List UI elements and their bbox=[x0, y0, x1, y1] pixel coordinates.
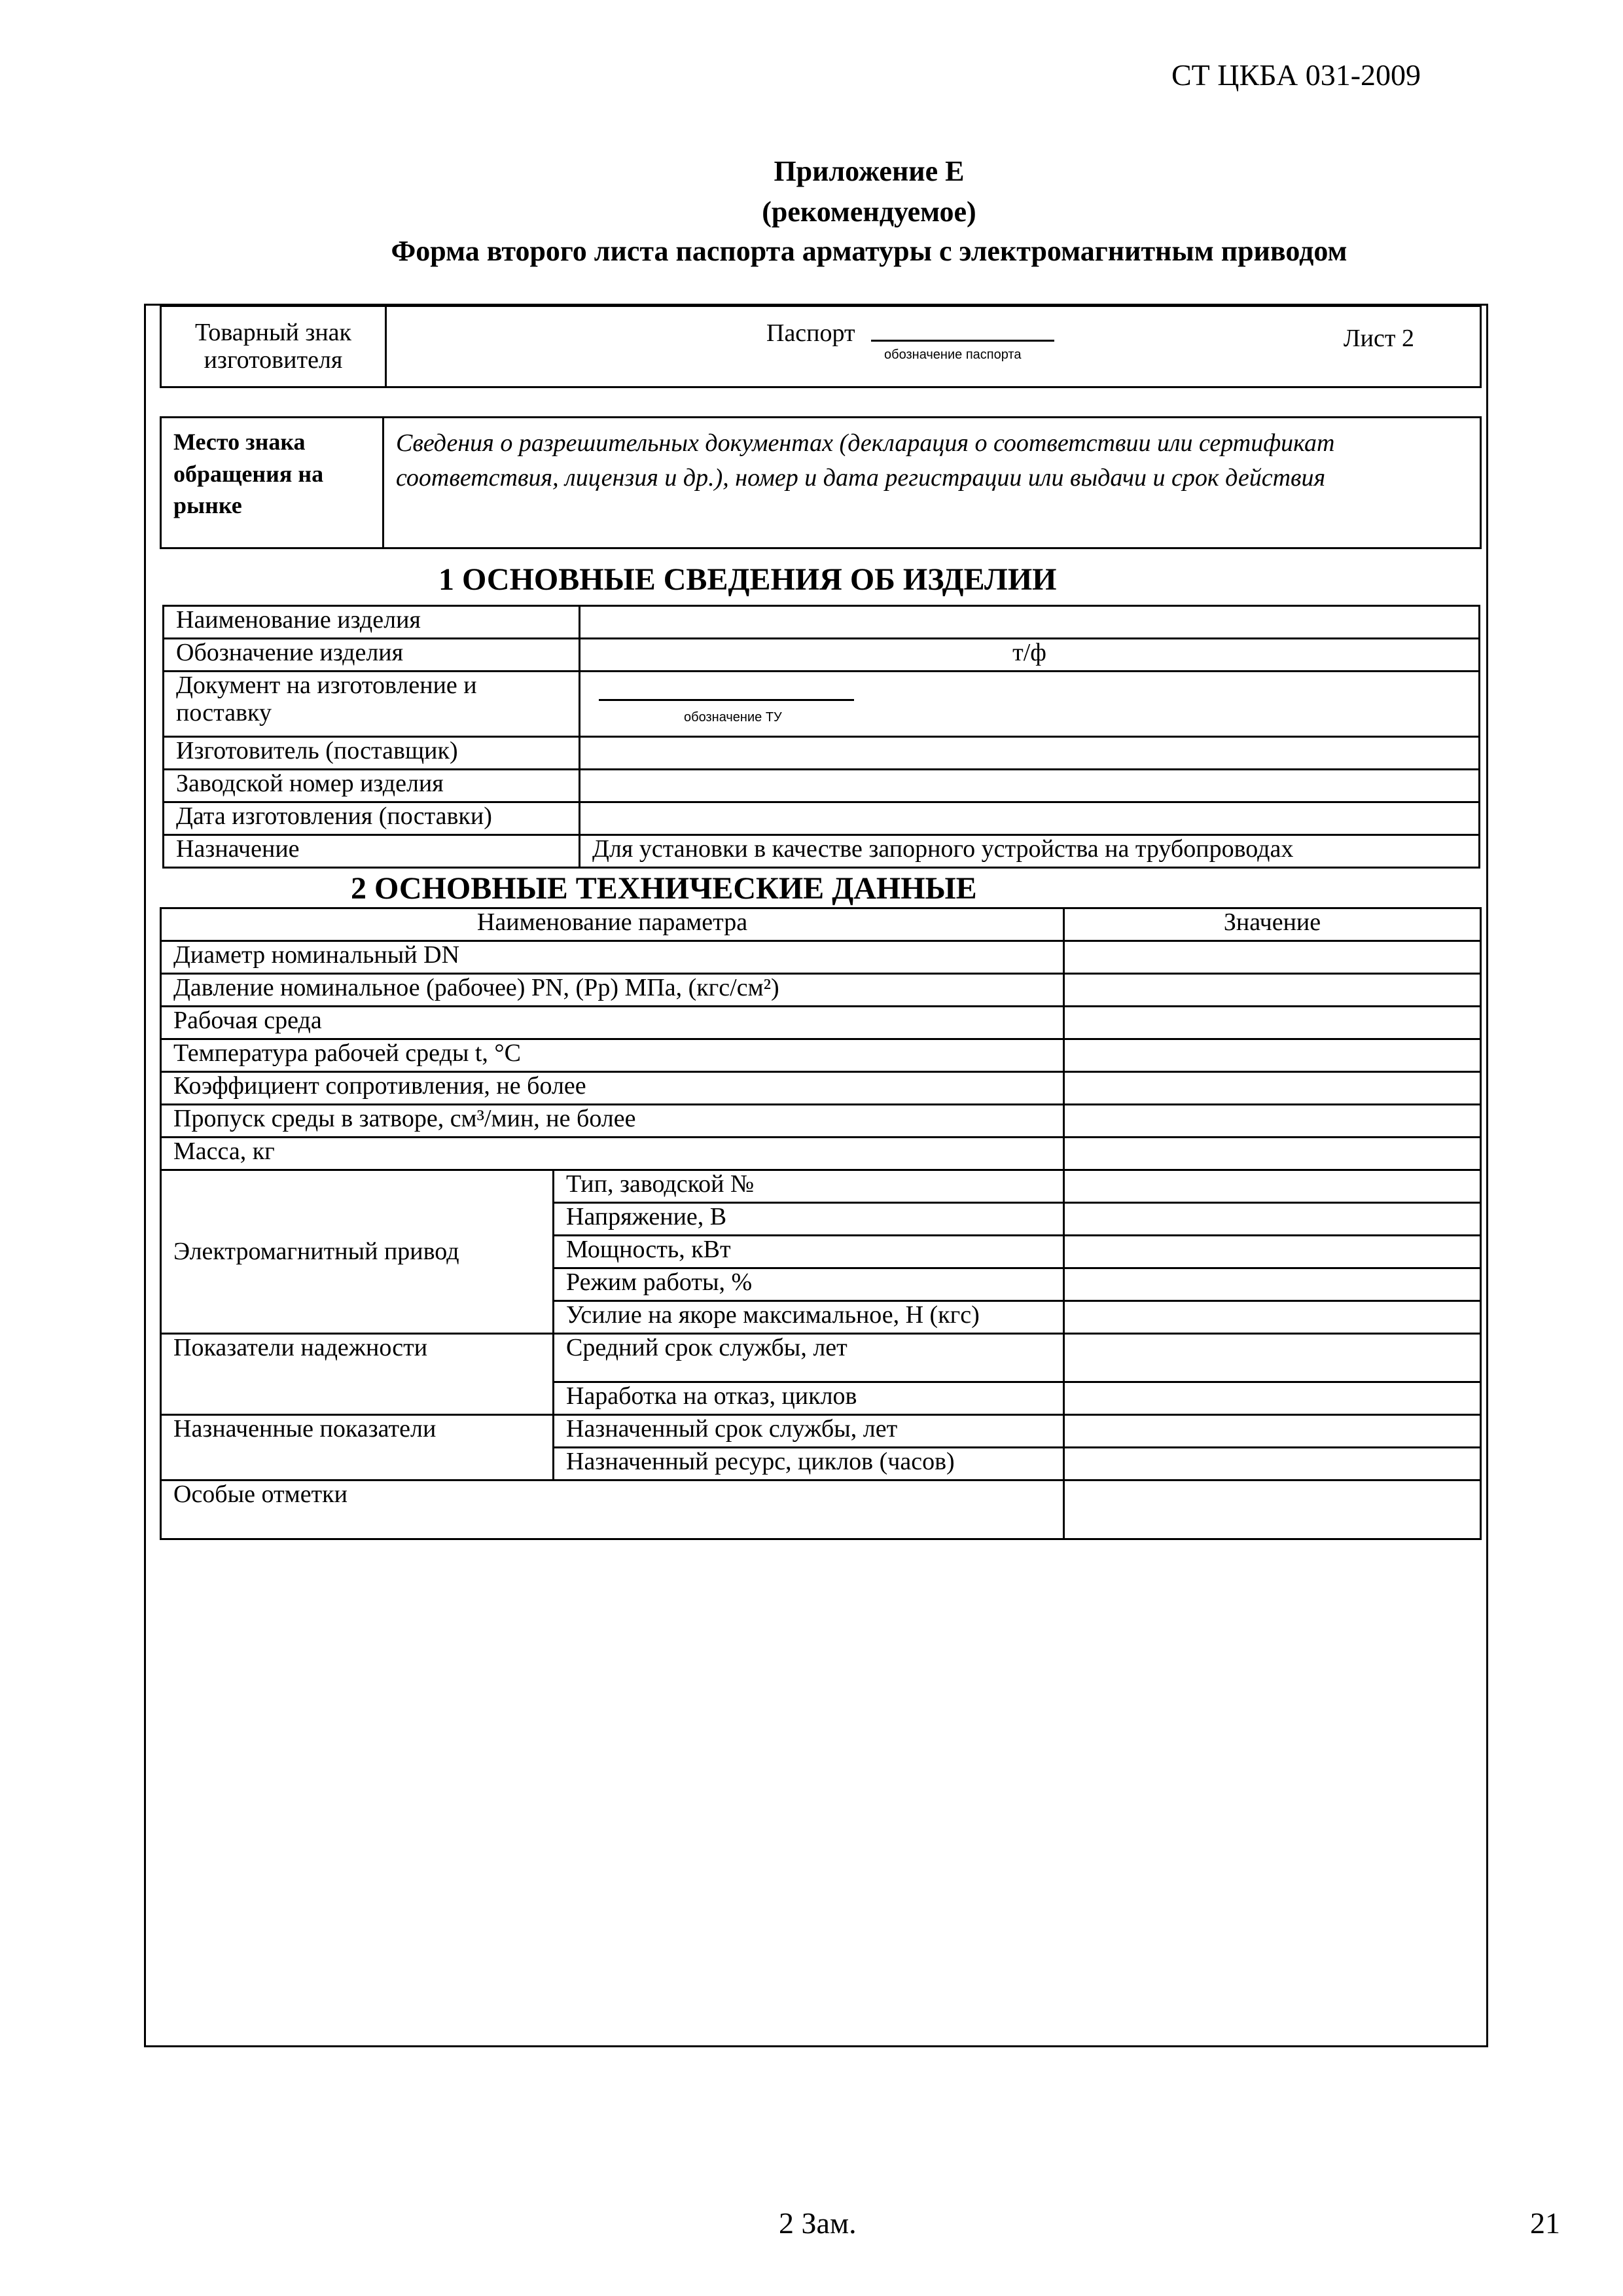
value-field[interactable] bbox=[1064, 941, 1481, 974]
value-field[interactable] bbox=[1064, 1072, 1481, 1105]
table-row bbox=[161, 1138, 1481, 1170]
manufacture-document-field[interactable] bbox=[580, 672, 1480, 737]
param-label: Режим работы, % bbox=[554, 1268, 1064, 1301]
table-row bbox=[161, 1072, 1481, 1105]
param-label: Мощность, кВт bbox=[554, 1236, 1064, 1268]
table-row bbox=[161, 1415, 1481, 1448]
drive-group-label: Электромагнитный привод bbox=[161, 1170, 554, 1334]
table-row bbox=[161, 941, 1481, 974]
serial-number-field[interactable] bbox=[580, 770, 1480, 802]
manufacture-date-field[interactable] bbox=[580, 802, 1480, 835]
trademark-label-line2: изготовителя bbox=[204, 346, 343, 374]
table-row bbox=[164, 639, 1480, 672]
row-label: Дата изготовления (поставки) bbox=[164, 802, 580, 835]
row-label: Наименование изделия bbox=[164, 606, 580, 639]
permit-documents-text: Сведения о разрешительных документах (декларация о соответствии или сертификат соответствия, лицензия и др.), номер и дата регистрации или выдачи и срок действия bbox=[383, 418, 1481, 548]
table-row bbox=[164, 606, 1480, 639]
revision-note: 2 Зам. bbox=[779, 2206, 857, 2240]
table-row bbox=[161, 1334, 1481, 1382]
table-row bbox=[164, 770, 1480, 802]
value-field[interactable] bbox=[1064, 1448, 1481, 1480]
document-code: СТ ЦКБА 031-2009 bbox=[1171, 58, 1421, 92]
row-label: Документ на изготовление и поставку bbox=[164, 672, 580, 737]
product-designation-field[interactable]: т/ф bbox=[580, 639, 1480, 672]
remarks-field[interactable] bbox=[1064, 1480, 1481, 1539]
manufacturer-field[interactable] bbox=[580, 737, 1480, 770]
technical-data-table bbox=[160, 907, 1482, 1540]
reliability-group-label: Показатели надежности bbox=[161, 1334, 554, 1415]
value-field[interactable] bbox=[1064, 1382, 1481, 1415]
passport-label: Паспорт bbox=[766, 319, 855, 347]
passport-sublabel: обозначение паспорта bbox=[884, 348, 1022, 362]
passport-number-field[interactable] bbox=[871, 340, 1054, 342]
assigned-group-label: Назначенные показатели bbox=[161, 1415, 554, 1480]
column-header-parameter: Наименование параметра bbox=[161, 908, 1064, 941]
section-1-title: 1 ОСНОВНЫЕ СВЕДЕНИЯ ОБ ИЗДЕЛИИ bbox=[438, 562, 1057, 597]
value-field[interactable] bbox=[1064, 974, 1481, 1007]
row-label: Обозначение изделия bbox=[164, 639, 580, 672]
param-label: Средний срок службы, лет bbox=[554, 1334, 1064, 1382]
param-label: Температура рабочей среды t, °С bbox=[161, 1039, 1064, 1072]
table-row bbox=[164, 737, 1480, 770]
table-row bbox=[164, 802, 1480, 835]
value-field[interactable] bbox=[1064, 1007, 1481, 1039]
basic-info-table bbox=[162, 605, 1480, 869]
value-field[interactable] bbox=[1064, 1203, 1481, 1236]
param-label: Пропуск среды в затворе, см³/мин, не более bbox=[161, 1105, 1064, 1138]
value-field[interactable] bbox=[1064, 1268, 1481, 1301]
value-field[interactable] bbox=[1064, 1105, 1481, 1138]
param-label: Наработка на отказ, циклов bbox=[554, 1382, 1064, 1415]
trademark-label: Товарный знак bbox=[194, 318, 352, 346]
param-label: Напряжение, В bbox=[554, 1203, 1064, 1236]
value-field[interactable] bbox=[1064, 1170, 1481, 1203]
table-row bbox=[161, 1170, 1481, 1203]
column-header-value: Значение bbox=[1064, 908, 1481, 941]
page-number: 21 bbox=[1530, 2206, 1560, 2240]
value-field[interactable] bbox=[1064, 1138, 1481, 1170]
table-header-row bbox=[161, 908, 1481, 941]
appendix-status: (рекомендуемое) bbox=[762, 196, 976, 228]
purpose-field[interactable]: Для установки в качестве запорного устройства на трубопроводах bbox=[580, 835, 1480, 868]
sheet-number: Лист 2 bbox=[1343, 325, 1414, 352]
table-row bbox=[161, 974, 1481, 1007]
param-label: Масса, кг bbox=[161, 1138, 1064, 1170]
row-label: Изготовитель (поставщик) bbox=[164, 737, 580, 770]
appendix-title: Приложение Е bbox=[774, 155, 965, 187]
market-mark-label: Место знака обращения на рынке bbox=[161, 418, 383, 548]
param-label: Коэффициент сопротивления, не более bbox=[161, 1072, 1064, 1105]
passport-header-table bbox=[160, 305, 1482, 388]
param-label: Диаметр номинальный DN bbox=[161, 941, 1064, 974]
table-row bbox=[161, 1105, 1481, 1138]
value-field[interactable] bbox=[1064, 1334, 1481, 1382]
table-row bbox=[161, 1480, 1481, 1539]
tu-underline bbox=[599, 699, 854, 701]
passport-cell bbox=[386, 306, 1481, 387]
table-row bbox=[164, 672, 1480, 737]
value-field[interactable] bbox=[1064, 1415, 1481, 1448]
param-label: Назначенный срок службы, лет bbox=[554, 1415, 1064, 1448]
section-2-title: 2 ОСНОВНЫЕ ТЕХНИЧЕСКИЕ ДАННЫЕ bbox=[351, 871, 977, 906]
table-row bbox=[161, 1007, 1481, 1039]
trademark-cell bbox=[161, 306, 386, 387]
param-label: Давление номинальное (рабочее) PN, (Рр) МПа, (кгс/см²) bbox=[161, 974, 1064, 1007]
form-title: Форма второго листа паспорта арматуры с электромагнитным приводом bbox=[391, 235, 1347, 267]
market-mark-table bbox=[160, 416, 1482, 549]
table-row bbox=[164, 835, 1480, 868]
param-label: Назначенный ресурс, циклов (часов) bbox=[554, 1448, 1064, 1480]
remarks-label: Особые отметки bbox=[161, 1480, 1064, 1539]
value-field[interactable] bbox=[1064, 1039, 1481, 1072]
value-field[interactable] bbox=[1064, 1301, 1481, 1334]
row-label: Назначение bbox=[164, 835, 580, 868]
param-label: Рабочая среда bbox=[161, 1007, 1064, 1039]
product-name-field[interactable] bbox=[580, 606, 1480, 639]
table-row bbox=[161, 1039, 1481, 1072]
row-label: Заводской номер изделия bbox=[164, 770, 580, 802]
value-field[interactable] bbox=[1064, 1236, 1481, 1268]
tu-sublabel: обозначение ТУ bbox=[684, 709, 782, 725]
param-label: Усилие на якоре максимальное, Н (кгс) bbox=[554, 1301, 1064, 1334]
param-label: Тип, заводской № bbox=[554, 1170, 1064, 1203]
